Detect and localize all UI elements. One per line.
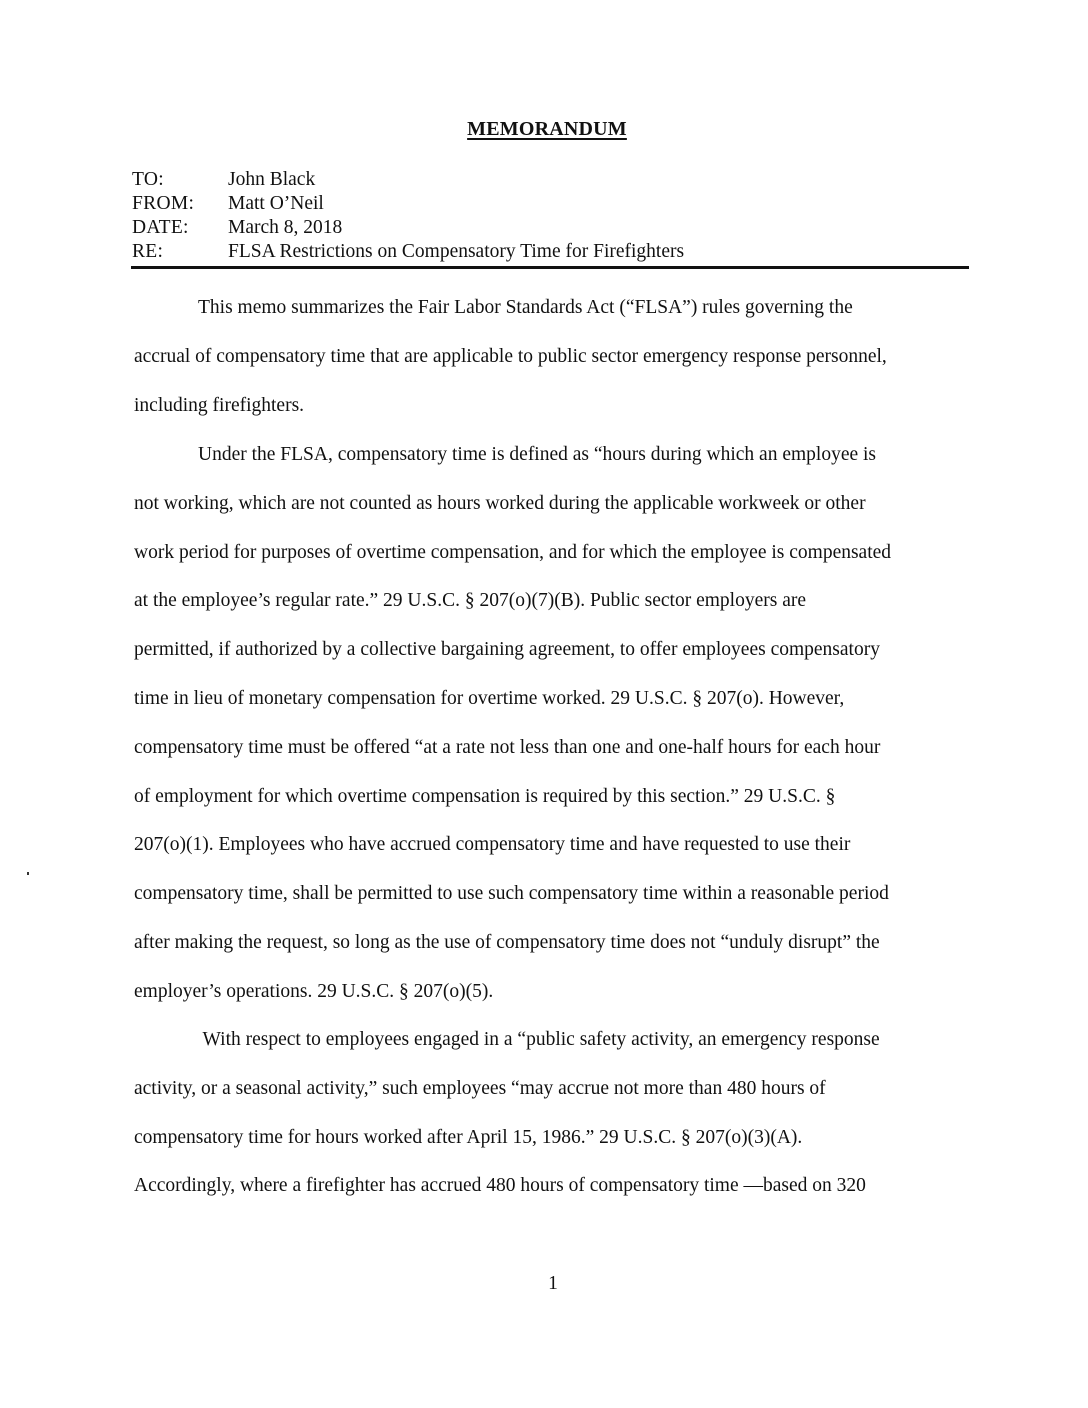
paragraph-intro	[134, 284, 966, 430]
paragraph-line: compensatory time for hours worked after April 15, 1986.” 29 U.S.C. § 207(o)(3)(A).	[134, 1126, 803, 1148]
header-label-from: FROM:	[132, 193, 195, 214]
header-divider	[131, 266, 969, 269]
paragraph-definition	[134, 431, 966, 1017]
paragraph-line: compensatory time must be offered “at a rate not less than one and one-half hours for each hour	[134, 736, 881, 758]
paragraph-line: permitted, if authorized by a collective bargaining agreement, to offer employees compensatory	[134, 639, 880, 661]
memo-title: MEMORANDUM	[467, 118, 627, 140]
paragraph-line: accrual of compensatory time that are applicable to public sector emergency response personnel,	[134, 345, 887, 367]
paragraph-intro-text	[134, 284, 966, 430]
paragraph-line: This memo summarizes the Fair Labor Standards Act (“FLSA”) rules governing the	[198, 297, 853, 318]
paragraph-line: activity, or a seasonal activity,” such employees “may accrue not more than 480 hours of	[134, 1077, 826, 1099]
paragraph-public-safety	[134, 1016, 966, 1211]
paragraph-line: of employment for which overtime compensation is required by this section.” 29 U.S.C. §	[134, 785, 836, 807]
paragraph-line: including firefighters.	[134, 394, 305, 416]
paragraph-line: compensatory time, shall be permitted to use such compensatory time within a reasonable period	[134, 883, 889, 905]
paragraph-public-safety-text	[134, 1016, 966, 1211]
header-row-date	[132, 216, 970, 240]
paragraph-line: Under the FLSA, compensatory time is defined as “hours during which an employee is	[198, 444, 877, 465]
header-label-to: TO:	[132, 169, 164, 190]
header-label-re: RE:	[132, 241, 164, 262]
paragraph-definition-text	[134, 431, 966, 1017]
paragraph-line: 207(o)(1). Employees who have accrued compensatory time and have requested to use their	[134, 834, 851, 856]
paragraph-line: not working, which are not counted as hours worked during the applicable workweek or other	[134, 492, 866, 514]
paragraph-line: after making the request, so long as the use of compensatory time does not “unduly disrupt” the	[134, 931, 880, 953]
header-row-to	[132, 168, 970, 192]
paragraph-line: Accordingly, where a firefighter has accrued 480 hours of compensatory time —based on 320	[134, 1175, 866, 1197]
header-row-re	[132, 240, 970, 264]
header-row-from	[132, 192, 970, 216]
paragraph-line: With respect to employees engaged in a “public safety activity, an emergency response	[198, 1029, 880, 1050]
scan-artifact	[27, 872, 29, 875]
header-value-date: March 8, 2018	[228, 217, 343, 238]
paragraph-line: time in lieu of monetary compensation for overtime worked. 29 U.S.C. § 207(o). However,	[134, 687, 845, 709]
header-label-date: DATE:	[132, 217, 189, 238]
header-value-to: John Black	[228, 169, 316, 190]
paragraph-line: at the employee’s regular rate.” 29 U.S.C. § 207(o)(7)(B). Public sector employers are	[134, 590, 806, 612]
header-value-from: Matt O’Neil	[228, 193, 324, 214]
page-number: 1	[548, 1273, 558, 1294]
memo-header	[132, 168, 970, 264]
paragraph-line: employer’s operations. 29 U.S.C. § 207(o)(5).	[134, 980, 494, 1002]
paragraph-line: work period for purposes of overtime compensation, and for which the employee is compensated	[134, 541, 892, 563]
header-value-re: FLSA Restrictions on Compensatory Time for Firefighters	[228, 241, 685, 262]
